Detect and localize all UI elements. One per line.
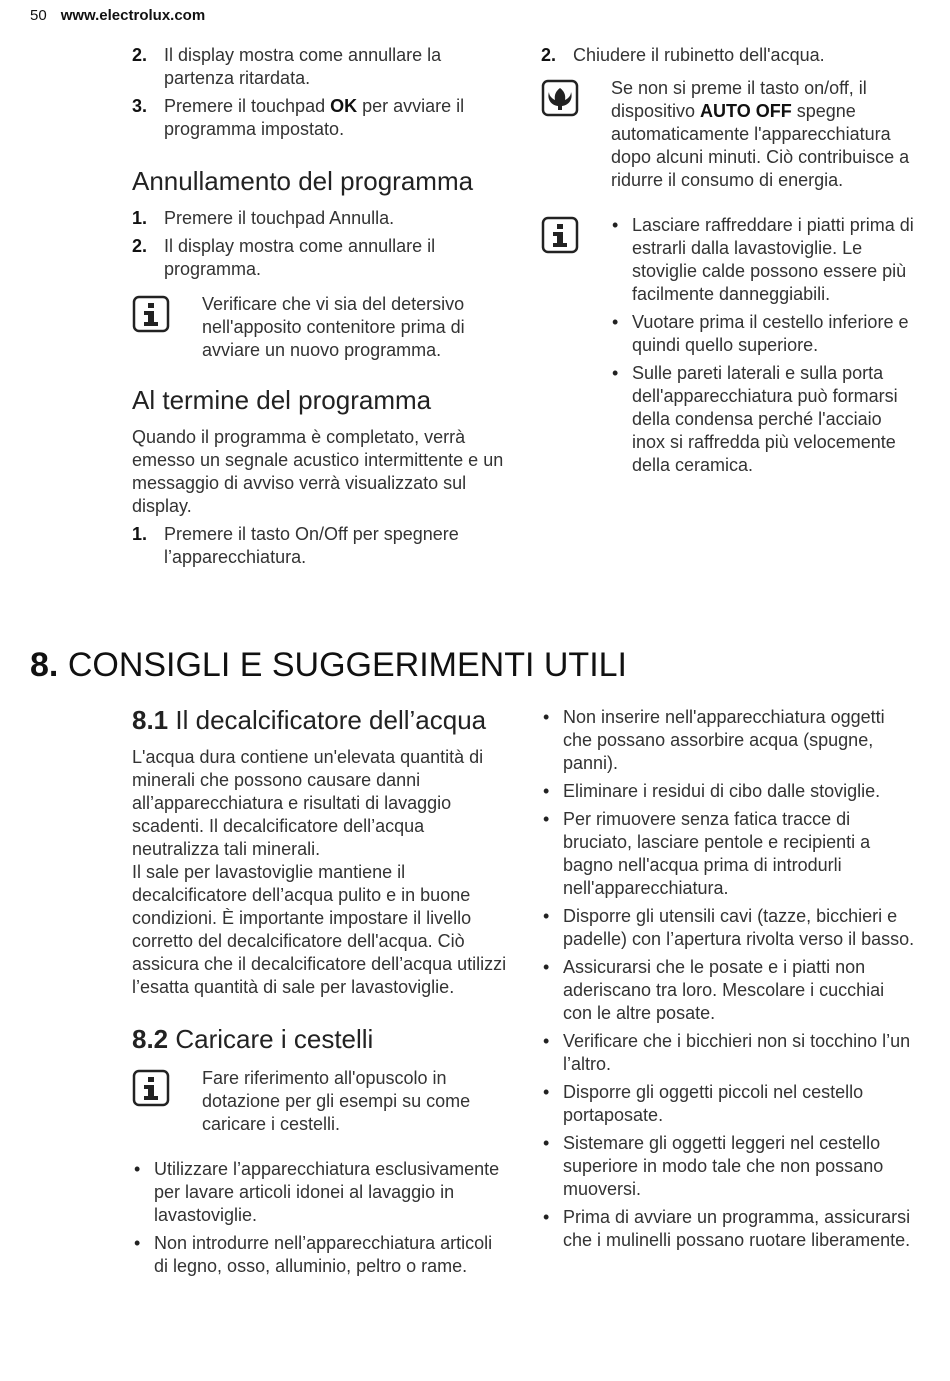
list-item: • Assicurarsi che le posate e i piatti non aderiscano tra loro. Mescolare i cucchiai con le altre posate.: [543, 957, 885, 1023]
website-url: www.electrolux.com: [60, 7, 206, 24]
info-note: Verificare che vi sia del detersivo nell'apposito contenitore prima di avviare un nuovo programma.: [132, 293, 512, 362]
right-bottom-column: [541, 706, 917, 1257]
list-item: 2. Il display mostra come annullare la partenza ritardata.: [132, 45, 442, 88]
subsection-heading: 8.1 Il decalcificatore dell’acqua: [132, 705, 487, 735]
info-icon: [541, 216, 579, 254]
page-header: [30, 7, 205, 24]
list-item: 1. Premere il touchpad Annulla.: [132, 208, 395, 228]
heading-cancel-program: Annullamento del programma: [132, 166, 474, 196]
list-item: 2. Il display mostra come annullare il programma.: [132, 236, 436, 279]
info-note: [541, 214, 917, 477]
list-item: • Non inserire nell'apparecchiatura oggetti che possano assorbire acqua (spugne, panni).: [543, 707, 885, 773]
right-top-column: [541, 44, 917, 482]
list-item: • Verificare che i bicchieri non si tocchino l’un l’altro.: [543, 1031, 911, 1074]
list-item: • Lasciare raffreddare i piatti prima di estrarli dalla lavastoviglie. Le stoviglie calde possono essere più facilmente danneggiabili.: [612, 215, 914, 304]
list-item: • Prima di avviare un programma, assicurarsi che i mulinelli possano ruotare liberamente.: [543, 1207, 911, 1250]
paragraph: Il sale per lavastoviglie mantiene il decalcificatore dell’acqua pulito e in buone condizioni. È importante impostare il livello corretto del decalcificatore dell'acqua. Ciò assicura che il decalcificatore dell’acqua utilizzi l’esatta quantità di sale per lavastoviglie.: [132, 862, 507, 997]
list-item: 3. Premere il touchpad OK per avviare il programma impostato.: [132, 96, 465, 139]
list-item: • Per rimuovere senza fatica tracce di bruciato, lasciare pentole e recipienti a bagno nell'acqua prima di introdurli nell'apparecchiatura.: [543, 809, 871, 898]
heading-end-program: Al termine del programma: [132, 385, 432, 415]
list-item: • Utilizzare l’apparecchiatura esclusivamente per lavare articoli idonei al lavaggio in lavastoviglie.: [134, 1159, 500, 1225]
list-item: 1. Premere il tasto On/Off per spegnere l’apparecchiatura.: [132, 524, 459, 567]
list-item: • Eliminare i residui di cibo dalle stoviglie.: [543, 781, 881, 801]
eco-leaf-icon: [541, 79, 579, 117]
left-top-column: [132, 44, 512, 574]
page-number: 50: [30, 7, 47, 24]
subsection-heading: 8.2 Caricare i cestelli: [132, 1024, 374, 1054]
list-item: • Sulle pareti laterali e sulla porta dell'apparecchiatura può formarsi della condensa perché l'acciaio inox si raffredda più velocemente della ceramica.: [612, 363, 898, 475]
eco-note: Se non si preme il tasto on/off, il dispositivo AUTO OFF spegne automaticamente l'apparecchiatura dopo alcuni minuti. Ciò contribuisce a ridurre il consumo di energia.: [541, 77, 917, 192]
info-icon: [132, 295, 170, 333]
section-heading: 8. CONSIGLI E SUGGERIMENTI UTILI: [30, 646, 628, 684]
list-item: • Sistemare gli oggetti leggeri nel cestello superiore in modo tale che non possano muoversi.: [543, 1133, 884, 1199]
list-item: 2. Chiudere il rubinetto dell'acqua.: [541, 45, 825, 65]
list-item: • Non introdurre nell’apparecchiatura articoli di legno, osso, alluminio, peltro o rame.: [134, 1233, 493, 1276]
paragraph: L'acqua dura contiene un'elevata quantità di minerali che possono causare danni all’apparecchiatura e risultati di lavaggio scadenti. Il decalcificatore dell’acqua neutralizza tali minerali.: [132, 747, 484, 859]
left-bottom-column: [132, 704, 510, 1283]
list-item: • Disporre gli utensili cavi (tazze, bicchieri e padelle) con l’apertura rivolta verso il basso.: [543, 906, 915, 949]
end-paragraph: Quando il programma è completato, verrà emesso un segnale acustico intermittente e un messaggio di avviso verrà visualizzato sul display.: [132, 427, 504, 516]
list-item: • Disporre gli oggetti piccoli nel cestello portaposate.: [543, 1082, 864, 1125]
info-note: Fare riferimento all'opuscolo in dotazione per gli esempi su come caricare i cestelli.: [132, 1067, 510, 1136]
info-icon: [132, 1069, 170, 1107]
list-item: • Vuotare prima il cestello inferiore e quindi quello superiore.: [612, 312, 909, 355]
